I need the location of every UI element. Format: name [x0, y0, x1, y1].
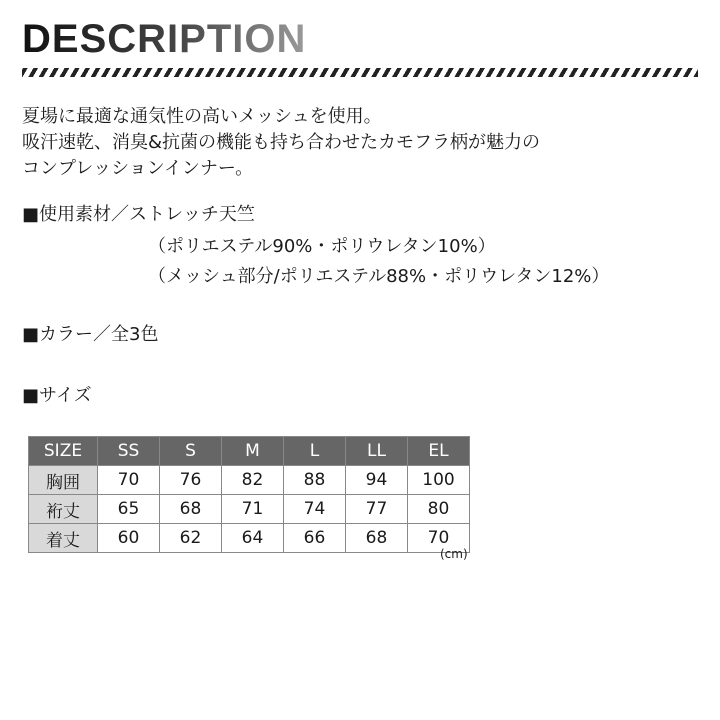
- table-cell: 62: [160, 524, 222, 553]
- row-label: 裄丈: [29, 495, 98, 524]
- size-table-header: [29, 437, 470, 466]
- striped-divider: [22, 68, 698, 77]
- table-cell: 74: [284, 495, 346, 524]
- table-row: [29, 524, 470, 553]
- size-column-header: S: [160, 437, 222, 466]
- table-cell: 100: [408, 466, 470, 495]
- table-cell: 80: [408, 495, 470, 524]
- table-row: [29, 495, 470, 524]
- size-table: [28, 436, 470, 553]
- table-row: [29, 466, 470, 495]
- unit-label: (cm): [440, 547, 468, 561]
- material-detail: （ポリエステル90%・ポリウレタン10%）: [148, 236, 496, 257]
- size-column-header: LL: [346, 437, 408, 466]
- table-cell: 68: [346, 524, 408, 553]
- table-cell: 77: [346, 495, 408, 524]
- size-column-header: L: [284, 437, 346, 466]
- table-cell: 64: [222, 524, 284, 553]
- table-cell: 70: [98, 466, 160, 495]
- material-heading: ■使用素材／ストレッチ天竺: [22, 204, 255, 225]
- color-heading: ■カラー／全3色: [22, 324, 159, 345]
- description: [22, 104, 540, 182]
- page-title: DESCRIPTION: [22, 14, 306, 64]
- row-label: 着丈: [29, 524, 98, 553]
- size-column-header: EL: [408, 437, 470, 466]
- table-cell: 68: [160, 495, 222, 524]
- description-line: コンプレッションインナー。: [22, 158, 254, 179]
- table-cell: 94: [346, 466, 408, 495]
- table-cell: 71: [222, 495, 284, 524]
- size-heading: ■サイズ: [22, 385, 92, 406]
- size-column-header: SS: [98, 437, 160, 466]
- material-mesh-detail: （メッシュ部分/ポリエステル88%・ポリウレタン12%）: [148, 266, 610, 287]
- table-cell: 88: [284, 466, 346, 495]
- table-cell: 70: [408, 524, 470, 553]
- table-cell: 82: [222, 466, 284, 495]
- size-column-header: M: [222, 437, 284, 466]
- table-cell: 65: [98, 495, 160, 524]
- description-line: 夏場に最適な通気性の高いメッシュを使用。: [22, 106, 382, 127]
- row-label: 胸囲: [29, 466, 98, 495]
- description-line: 吸汗速乾、消臭&抗菌の機能も持ち合わせたカモフラ柄が魅力の: [22, 132, 541, 153]
- table-cell: 76: [160, 466, 222, 495]
- table-cell: 66: [284, 524, 346, 553]
- size-column-header: SIZE: [29, 437, 98, 466]
- table-cell: 60: [98, 524, 160, 553]
